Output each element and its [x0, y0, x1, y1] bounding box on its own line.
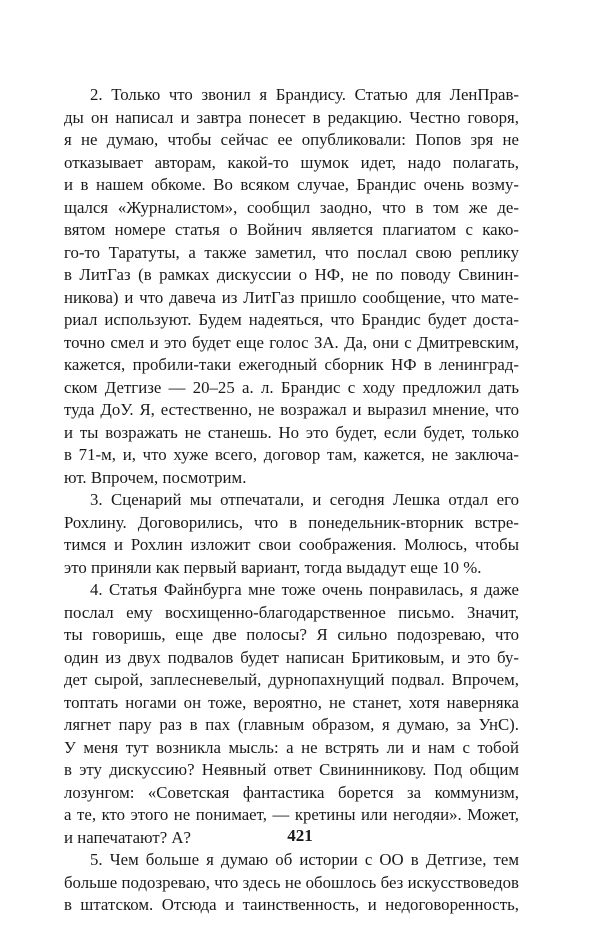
text-line: и в нашем обкоме. Во всяком случае, Брандис очень возму-	[64, 175, 519, 194]
text-line: У меня тут возникла мысль: а не встрять ли и нам с тобой	[64, 737, 519, 757]
text-line: ют. Впрочем, посмотрим.	[64, 467, 247, 487]
text-line: в штатском. Отсюда и таинственность, и недоговоренность,	[64, 895, 519, 914]
paragraph-5	[64, 849, 519, 917]
text-line: риал используют. Будем надеяться, что Брандис будет доста-	[64, 310, 519, 329]
text-line: кажется, пробили-таки ежегодный сборник НФ в ленинград-	[64, 355, 519, 374]
text-line: в ЛитГаз (в рамках дискуссии о НФ, не по поводу Свинин-	[64, 265, 519, 284]
text-line: го-то Таратуты, а также заметил, что послал свою реплику	[64, 242, 519, 262]
text-line: дет сырой, заплесневелый, дурнопахнущий подвал. Впрочем,	[64, 670, 519, 689]
text-line: точно смел и это будет еще голос ЗА. Да, они с Дмитревским,	[64, 332, 519, 352]
text-line: никова) и что давеча из ЛитГаз пришло сообщение, что мате-	[64, 287, 519, 307]
page-number: 421	[287, 826, 313, 845]
text-line: и напечатают? А?	[64, 827, 192, 847]
paragraph-4	[64, 579, 519, 849]
text-line: топтать ногами он тоже, вероятно, не станет, хотя наверняка	[64, 692, 519, 712]
page-body	[64, 84, 519, 917]
text-line: 3. Сценарий мы отпечатали, и сегодня Лешка отдал его	[90, 490, 519, 509]
text-line: 2. Только что звонил я Брандису. Статью для ЛенПрав-	[90, 85, 519, 104]
text-line: щался «Журналистом», сообщил заодно, что в том же де-	[64, 197, 519, 217]
text-line: послал ему восхищенно-благодарственное письмо. Значит,	[64, 602, 519, 622]
text-line: а те, кто этого не понимает, — кретины или негодяи». Может,	[64, 805, 519, 824]
text-line: туда ДоУ. Я, естественно, не возражал и выразил мнение, что	[64, 400, 519, 419]
text-line: вятом номере статья о Войнич является плагиатом с како-	[64, 220, 519, 239]
paragraph-3	[64, 489, 519, 579]
text-line: я не думаю, чтобы сейчас ее опубликовали: Попов зря не	[64, 130, 519, 149]
text-line: ты говоришь, еще две полосы? Я сильно подозреваю, что	[64, 625, 519, 644]
text-line: тимся и Рохлин изложит свои соображения. Молюсь, чтобы	[64, 535, 519, 554]
text-line: больше подозреваю, что здесь не обошлось без искусствоведов	[64, 872, 519, 892]
text-line: лозунгом: «Советская фантастика борется за коммунизм,	[64, 782, 519, 802]
text-line: 4. Статья Файнбурга мне тоже очень понравилась, я даже	[90, 580, 519, 599]
text-line: Рохлину. Договорились, что в понедельник-вторник встре-	[64, 512, 519, 532]
text-line: и ты возражать не станешь. Но это будет, если будет, только	[64, 422, 519, 442]
text-line: ды он написал и завтра понесет в редакцию. Честно говоря,	[64, 107, 519, 127]
paragraph-2	[64, 84, 519, 489]
text-line: 5. Чем больше я думаю об истории с ОО в Детгизе, тем	[90, 850, 519, 869]
text-line: лягнет пару раз в пах (главным образом, я думаю, за УнС).	[64, 715, 519, 734]
text-line: в 71-м, и, что хуже всего, договор там, кажется, не заключа-	[64, 445, 519, 464]
text-line: в эту дискуссию? Неявный ответ Свининникову. Под общим	[64, 760, 519, 779]
text-line: ском Детгизе — 20–25 а. л. Брандис с ходу предложил дать	[64, 377, 519, 397]
text-line: один из двух подвалов будет написан Бритиковым, и это бу-	[64, 647, 519, 667]
text-line: это приняли как первый вариант, тогда выдадут еще 10 %.	[64, 557, 482, 577]
text-line: отказывает авторам, какой-то шумок идет, надо полагать,	[64, 152, 519, 172]
